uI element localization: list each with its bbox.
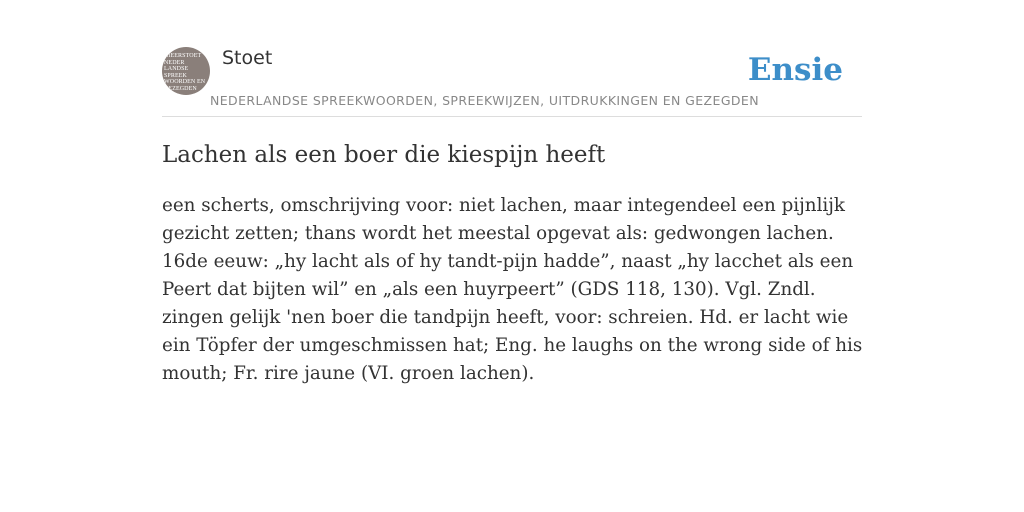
avatar-text-line: NEDER xyxy=(164,59,185,66)
avatar-text-line: GEZEGDEN xyxy=(164,85,197,92)
entry-title: Lachen als een boer die kiespijn heeft xyxy=(162,142,606,168)
header xyxy=(162,44,862,117)
avatar[interactable] xyxy=(162,47,210,95)
source-subtitle: NEDERLANDSE SPREEKWOORDEN, SPREEKWIJZEN, UITDRUKKINGEN EN GEZEGDEN xyxy=(210,93,759,108)
avatar-text-line: SPREEK xyxy=(164,72,187,79)
author-name[interactable]: Stoet xyxy=(222,47,273,69)
avatar-text-line: NIEERSTOET xyxy=(164,53,202,59)
avatar-text-line: LANDSE xyxy=(164,66,189,72)
entry-body: een scherts, omschrijving voor: niet lachen, maar integendeel een pijnlijk gezicht zetten; thans wordt het meestal opgevat als: gedwongen lachen. 16de eeuw: „hy lacht als of hy tandt-pijn hadde”, naast „hy lacchet als een Peert dat bijten wil” en „als een huyrpeert” (GDS 118, 130). Vgl. Zndl. zingen gelijk 'nen boer die tandpijn heeft, voor: schreien. Hd. er lacht wie ein Töpfer der umgeschmissen hat; Eng. he laughs on the wrong side of his mouth; Fr. rire jaune (VI. groen lachen). xyxy=(162,195,863,384)
avatar-text-line: WOORDEN EN xyxy=(164,79,206,85)
brand-logo-link[interactable]: Ensie xyxy=(747,52,843,88)
